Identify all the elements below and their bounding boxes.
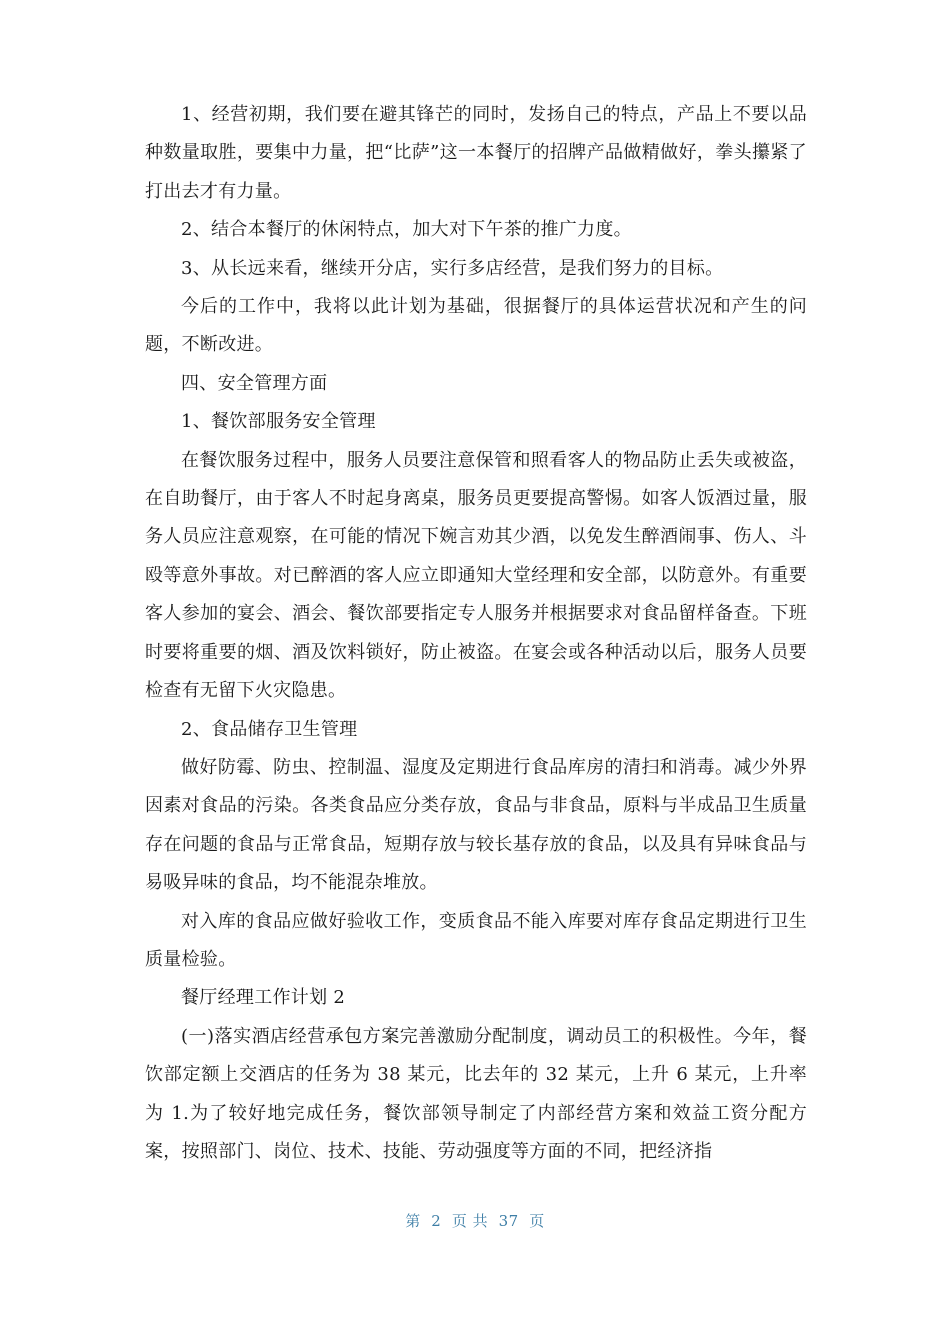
paragraph-3: 3、从长远来看，继续开分店，实行多店经营，是我们努力的目标。	[181, 257, 724, 279]
paragraph-2: 2、结合本餐厅的休闲特点，加大对下午茶的推广力度。	[181, 219, 632, 241]
paragraph-service-safety: 在餐饮服务过程中，服务人员要注意保管和照看客人的物品防止丢失或被盗，在自助餐厅，由于客人不时起身离桌，服务员更要提高警惕。如客人饭酒过量，服务人员应注意观察，在可能的情况下婉言劝其少酒，以免发生醉酒闹事、伤人、斗殴等意外事故。对已醉酒的客人应立即通知大堂经理和安全部，以防意外。有重要客人参加的宴会、酒会、餐饮部要指定专人服务并根据要求对食品留样备查。下班时要将重要的烟、酒及饮料锁好，防止被盗。在宴会或各种活动以后，服务人员要检查有无留下火灾隐患。	[145, 449, 807, 702]
paragraph-4: 今后的工作中，我将以此计划为基础，很据餐厅的具体运营状况和产生的问题，不断改进。	[145, 296, 807, 356]
paragraph-food-storage: 做好防霉、防虫、控制温、湿度及定期进行食品库房的清扫和消毒。减少外界因素对食品的污染。各类食品应分类存放，食品与非食品，原料与半成品卫生质量存在问题的食品与正常食品，短期存放与较长基存放的食品，以及具有异味食品与易吸异味的食品，均不能混杂堆放。	[145, 756, 807, 894]
subheading-service-safety: 1、餐饮部服务安全管理	[181, 411, 376, 433]
page-footer	[0, 1210, 950, 1231]
section-heading-safety: 四、安全管理方面	[181, 372, 328, 394]
paragraph-1: 1、经营初期，我们要在避其锋芒的同时，发扬自己的特点，产品上不要以品种数量取胜，要集中力量，把“比萨”这一本餐厅的招牌产品做精做好，拳头攥紧了打出去才有力量。	[145, 104, 807, 202]
paragraph-plan-2: (一)落实酒店经营承包方案完善激励分配制度，调动员工的积极性。今年，餐饮部定额上交酒店的任务为 38 某元，比去年的 32 某元，上升 6 某元，上升率为 1.为了较好地完成任务，餐饮部领导制定了内部经营方案和效益工资分配方案，按照部门、岗位、技术、技能、劳动强度等方面的不同，把经济指	[145, 1025, 807, 1162]
paragraph-inspection: 对入库的食品应做好验收工作，变质食品不能入库要对库存食品定期进行卫生质量检验。	[145, 910, 807, 970]
page-number: 第 2 页 共 37 页	[405, 1212, 545, 1230]
document-body	[145, 96, 807, 1171]
section-heading-plan-2: 餐厅经理工作计划 2	[181, 987, 346, 1009]
subheading-food-storage: 2、食品储存卫生管理	[181, 718, 358, 740]
